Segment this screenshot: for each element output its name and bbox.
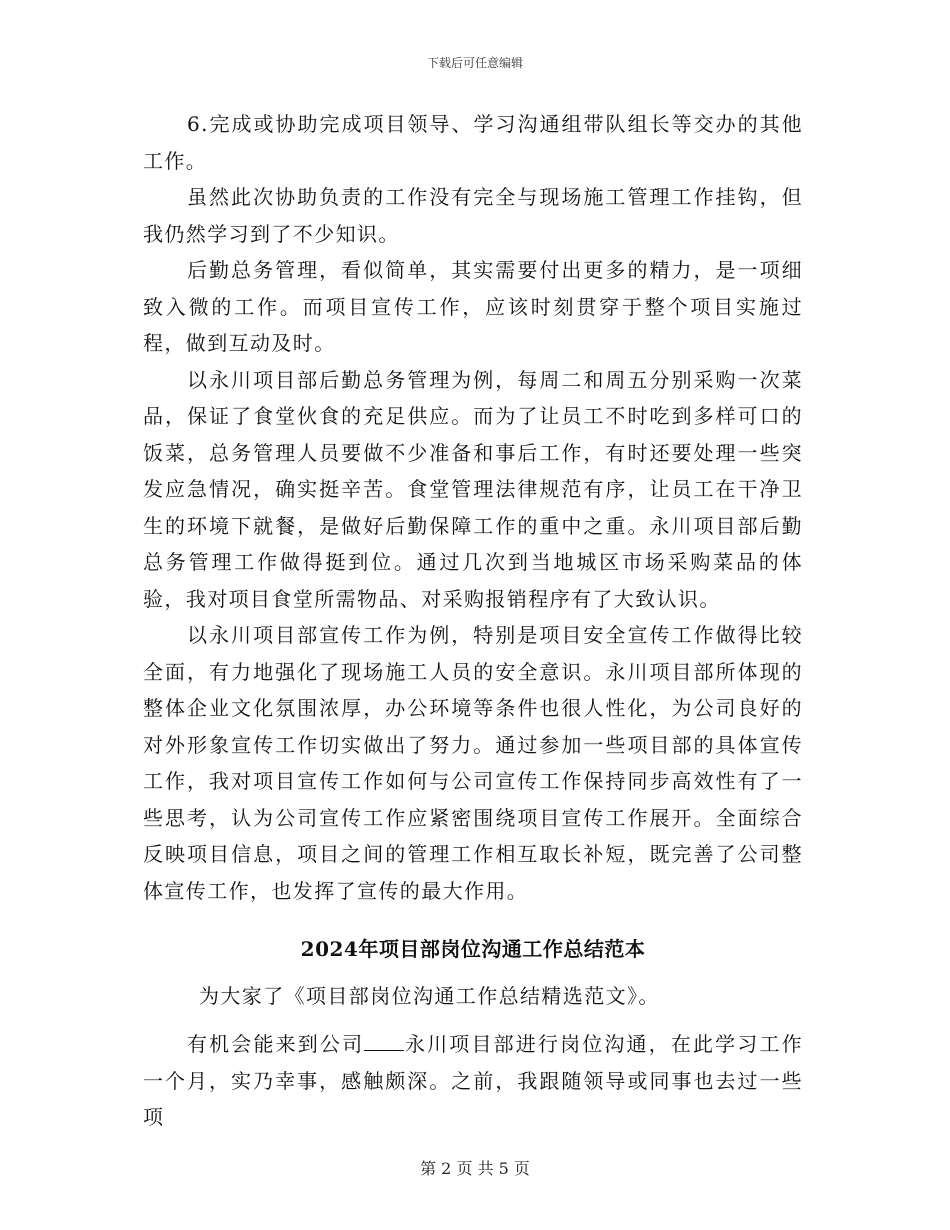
paragraph-opening — [143, 1026, 803, 1136]
page-footer: 第 2 页 共 5 页 — [420, 1159, 530, 1178]
opening-text-start: 有机会能来到公司 — [187, 1032, 365, 1056]
paragraph-learning: 虽然此次协助负责的工作没有完全与现场施工管理工作挂钩，但我仍然学习到了不少知识。 — [143, 185, 803, 246]
paragraph-logistics-example: 以永川项目部后勤总务管理为例，每周二和周五分别采购一次菜品，保证了食堂伙食的充足供应。而为了让员工不时吃到多样可口的饭菜，总务管理人员要做不少准备和事后工作，有时还要处理一些突发应急情况，确实挺辛苦。食堂管理法律规范有序，让员工在干净卫生的环境下就餐，是做好后勤保障工作的重中之重。永川项目部后勤总务管理工作做得挺到位。通过几次到当地城区市场采购菜品的体验，我对项目食堂所需物品、对采购报销程序有了大致认识。 — [143, 367, 803, 611]
paragraph-logistics-intro: 后勤总务管理，看似简单，其实需要付出更多的精力，是一项细致入微的工作。而项目宣传工作，应该时刻贯穿于整个项目实施过程，做到互动及时。 — [143, 258, 803, 355]
blank-underline — [364, 1032, 404, 1051]
intro-line: 为大家了《项目部岗位沟通工作总结精选范文》。 — [199, 983, 660, 1008]
page-header: 下载后可任意编辑 — [426, 56, 523, 70]
document-body — [143, 106, 803, 1136]
paragraph-publicity-example: 以永川项目部宣传工作为例，特别是项目安全宣传工作做得比较全面，有力地强化了现场施工人员的安全意识。永川项目部所体现的整体企业文化氛围浓厚，办公环境等条件也很人性化，为公司良好的对外形象宣传工作切实做出了努力。通过参加一些项目部的具体宣传工作，我对项目宣传工作如何与公司宣传工作保持同步高效性有了一些思考，认为公司宣传工作应紧密围绕项目宣传工作展开。全面综合反映项目信息，项目之间的管理工作相互取长补短，既完善了公司整体宣传工作，也发挥了宣传的最大作用。 — [143, 623, 803, 903]
opening-text-rest: 永川项目部进行岗位沟通，在此学习工作一个月，实乃幸事，感触颇深。之前，我跟随领导或同事也去过一些项 — [143, 1032, 803, 1129]
paragraph-task-6: 6.完成或协助完成项目领导、学习沟通组带队组长等交办的其他工作。 — [143, 112, 803, 173]
section-title: 2024年项目部岗位沟通工作总结范本 — [300, 937, 646, 961]
